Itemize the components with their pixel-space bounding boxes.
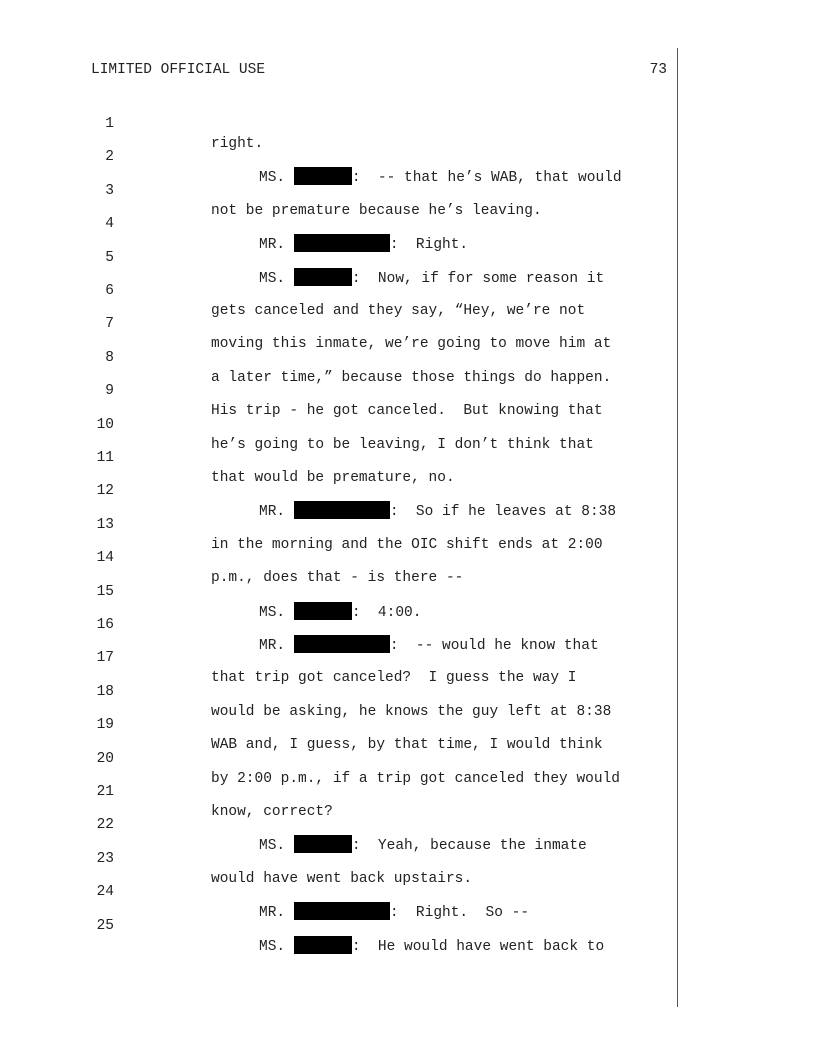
line-number: 4 [105,216,114,233]
speaker-prefix: MR. [259,905,294,922]
transcript-line [0,94,264,152]
line-text: p.m., does that - is there -- [211,570,464,587]
line-text: by 2:00 p.m., if a trip got canceled they would [211,770,620,787]
redacted-name [294,167,352,185]
speech-text: : Now, if for some reason it [351,270,605,287]
page-number: 73 [649,62,667,78]
line-text: His trip - he got canceled. But knowing that [211,403,603,420]
redacted-name [294,835,352,853]
speaker-prefix: MR. [259,638,294,654]
line-number: 7 [105,316,114,333]
line-number: 10 [96,416,114,433]
redacted-name [294,268,352,286]
speaker-prefix: MR. [259,504,294,521]
right-margin-rule [677,48,678,1007]
line-text [259,167,622,188]
line-number: 24 [96,884,114,901]
line-number: 9 [105,383,114,400]
redacted-name [294,602,352,620]
speaker-prefix: MS. [259,938,294,955]
speech-text: : -- that he’s WAB, that would [351,170,622,187]
line-text [259,501,616,522]
transcript-line [0,762,333,820]
redacted-name [294,635,390,653]
speech-text: : Yeah, because the inmate [351,838,587,855]
line-number: 16 [96,617,114,633]
line-number: 19 [96,717,114,734]
line-number: 17 [96,650,114,667]
redacted-name [294,936,352,954]
classification-label: LIMITED OFFICIAL USE [91,62,266,78]
line-text [259,902,529,923]
line-number: 22 [96,817,114,834]
redacted-name [294,234,390,252]
line-number: 23 [96,850,114,867]
line-text [259,234,468,255]
speech-text: : So if he leaves at 8:38 [389,504,617,521]
speech-text: : Right. [389,237,469,254]
line-text [259,602,421,623]
line-number: 11 [96,450,114,466]
line-text: moving this inmate, we’re going to move him at [211,336,612,353]
speech-text: : -- would he know that [389,638,599,654]
line-number: 6 [105,283,114,299]
line-number: 3 [105,182,114,199]
redacted-name [294,501,390,519]
line-text: in the morning and the OIC shift ends at 2:00 [211,536,603,553]
line-number: 25 [96,917,114,934]
speech-text: : Right. So -- [389,905,530,922]
line-text: not be premature because he’s leaving. [211,202,542,219]
line-number: 21 [96,784,114,800]
line-text [259,835,587,856]
speaker-prefix: MS. [259,604,294,621]
line-text: would be asking, he knows the guy left at 8:38 [211,703,612,720]
speaker-prefix: MR. [259,237,294,254]
line-text [259,635,599,656]
speaker-prefix: MS. [259,270,294,287]
line-number: 1 [105,116,114,132]
line-number: 15 [96,583,114,600]
line-text: know, correct? [211,804,333,820]
speaker-prefix: MS. [259,170,294,187]
line-number: 14 [96,550,114,567]
line-text: a later time,” because those things do happen. [211,369,612,386]
line-text: would have went back upstairs. [211,870,473,887]
line-text: WAB and, I guess, by that time, I would think [211,737,603,754]
line-text: that trip got canceled? I guess the way I [211,670,577,687]
speech-text: : 4:00. [351,604,422,621]
line-text [259,936,604,957]
redacted-name [294,902,390,920]
line-number: 12 [96,483,114,500]
line-number: 8 [105,349,114,366]
speech-text: : He would have went back to [351,938,605,955]
line-text: that would be premature, no. [211,470,455,486]
line-number: 2 [105,149,114,166]
line-number: 20 [96,750,114,767]
line-text [259,268,604,289]
speaker-prefix: MS. [259,838,294,855]
line-text: gets canceled and they say, “Hey, we’re not [211,303,586,319]
line-text: he’s going to be leaving, I don’t think that [211,436,594,453]
line-number: 5 [105,249,114,266]
line-text: right. [211,136,264,152]
page-header [91,62,667,80]
line-number: 18 [96,683,114,700]
line-number: 13 [96,516,114,533]
